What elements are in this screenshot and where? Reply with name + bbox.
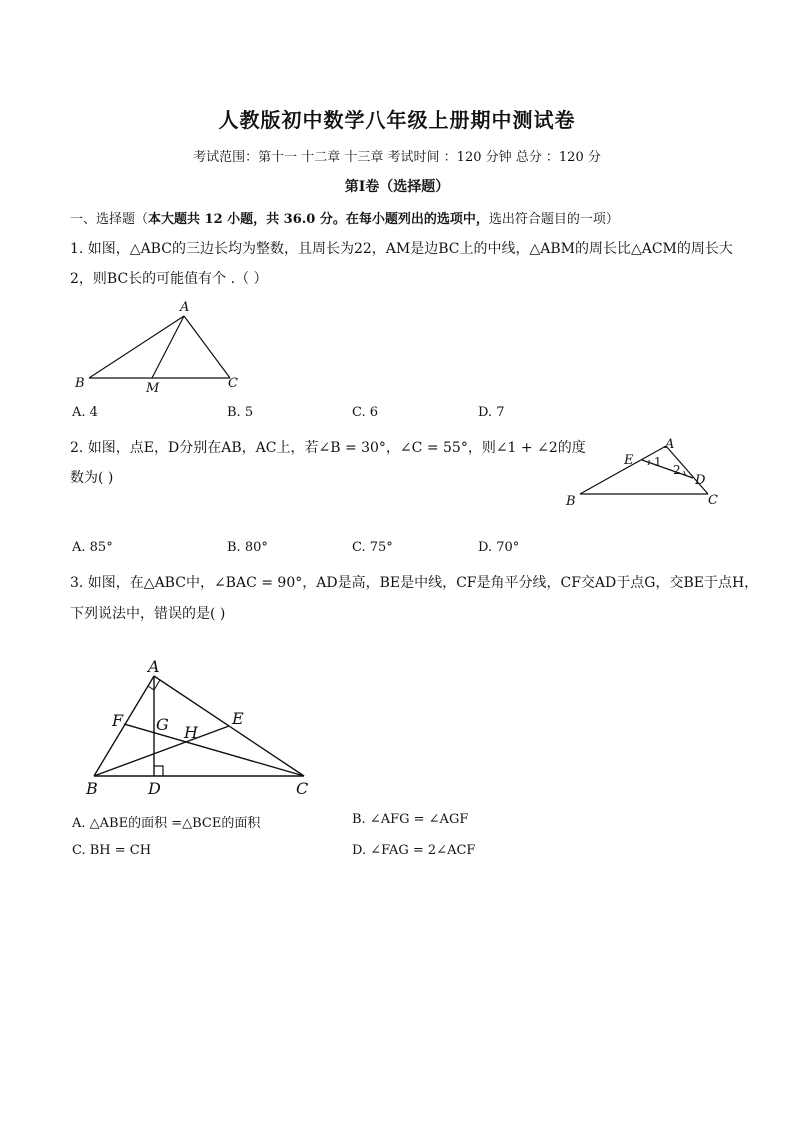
q1-option-d[interactable]: D. 7 (478, 405, 505, 420)
q2-label-1: 1 (654, 455, 662, 469)
q2-label-B: B (566, 494, 576, 509)
q2-line2: 数为( ) (70, 470, 114, 486)
q1-median-AM (152, 316, 184, 378)
section-bold: 本大题共 12 小题，共 36.0 分。在每小题列出的选项中， (148, 212, 489, 227)
q2-option-c[interactable]: C. 75° (352, 540, 393, 555)
q2-label-2: 2 (673, 463, 681, 477)
q3-label-E: E (232, 709, 244, 728)
exam-title: 人教版初中数学八年级上册期中测试卷 (218, 108, 576, 132)
q3-figure (80, 652, 325, 802)
q3-line1: 3. 如图，在△ABC中，∠BAC = 90°，AD是高，BE是中线，CF是角平分线，CF交AD于点G，交BE于点H， (70, 575, 759, 591)
exam-meta: 考试范围：第十一 十二章 十三章 考试时间 ：120 分钟 总分 ：120 分 (193, 150, 601, 165)
q1-option-a[interactable]: A. 4 (72, 405, 98, 420)
q1-edge-AC (184, 316, 230, 378)
q2-figure (560, 436, 730, 514)
q1-option-c[interactable]: C. 6 (352, 405, 379, 420)
q1-edge-AB (89, 316, 184, 378)
q3-option-c[interactable]: C. BH = CH (72, 843, 152, 858)
q1-label-A: A (180, 300, 190, 315)
q2-line1: 2. 如图，点E，D分别在AB，AC上，若∠B = 30°，∠C = 55°，则∠1 + ∠2的度 (70, 440, 586, 456)
q1-line1: 1. 如图，△ABC的三边长均为整数，且周长为22，AM是边BC上的中线，△ABM的周长比△ACM的周长大 (70, 241, 733, 257)
q2-label-C: C (708, 493, 718, 508)
q1-label-B: B (75, 376, 85, 391)
q3-label-F: F (112, 711, 124, 730)
q2-label-E: E (624, 453, 634, 468)
q3-option-a[interactable]: A. △ABE的面积 =△BCE的面积 (72, 816, 261, 831)
q3-label-D: D (148, 779, 161, 798)
q2-label-A: A (665, 437, 675, 452)
q3-edge-AB (94, 676, 154, 776)
q2-option-b[interactable]: B. 80° (227, 540, 268, 555)
section-prefix: 一、选择题（ (70, 212, 149, 227)
q2-option-d[interactable]: D. 70° (478, 540, 520, 555)
q2-label-D: D (695, 473, 706, 488)
q3-option-d[interactable]: D. ∠FAG = 2∠ACF (352, 843, 476, 858)
q3-option-b[interactable]: B. ∠AFG = ∠AGF (352, 812, 469, 827)
volume-heading: 第Ⅰ卷（选择题） (344, 179, 450, 195)
q3-right-angle-D (154, 766, 163, 776)
q2-edge-BA (580, 446, 666, 494)
q3-label-B: B (86, 779, 98, 798)
q2-option-a[interactable]: A. 85° (72, 540, 113, 555)
q1-label-M: M (146, 381, 160, 396)
q1-option-b[interactable]: B. 5 (227, 405, 254, 420)
q1-line2: 2，则BC长的可能值有个 .（ ） (70, 271, 268, 287)
q1-figure (70, 298, 260, 398)
q3-label-H: H (184, 723, 198, 742)
q3-label-C: C (296, 779, 309, 798)
section-suffix: 选出符合题目的一项） (488, 212, 619, 227)
q1-label-C: C (228, 376, 238, 391)
section-heading (70, 208, 619, 227)
q3-label-G: G (156, 715, 169, 734)
q3-label-A: A (148, 657, 160, 676)
q3-line2: 下列说法中，错误的是( ) (70, 606, 226, 622)
